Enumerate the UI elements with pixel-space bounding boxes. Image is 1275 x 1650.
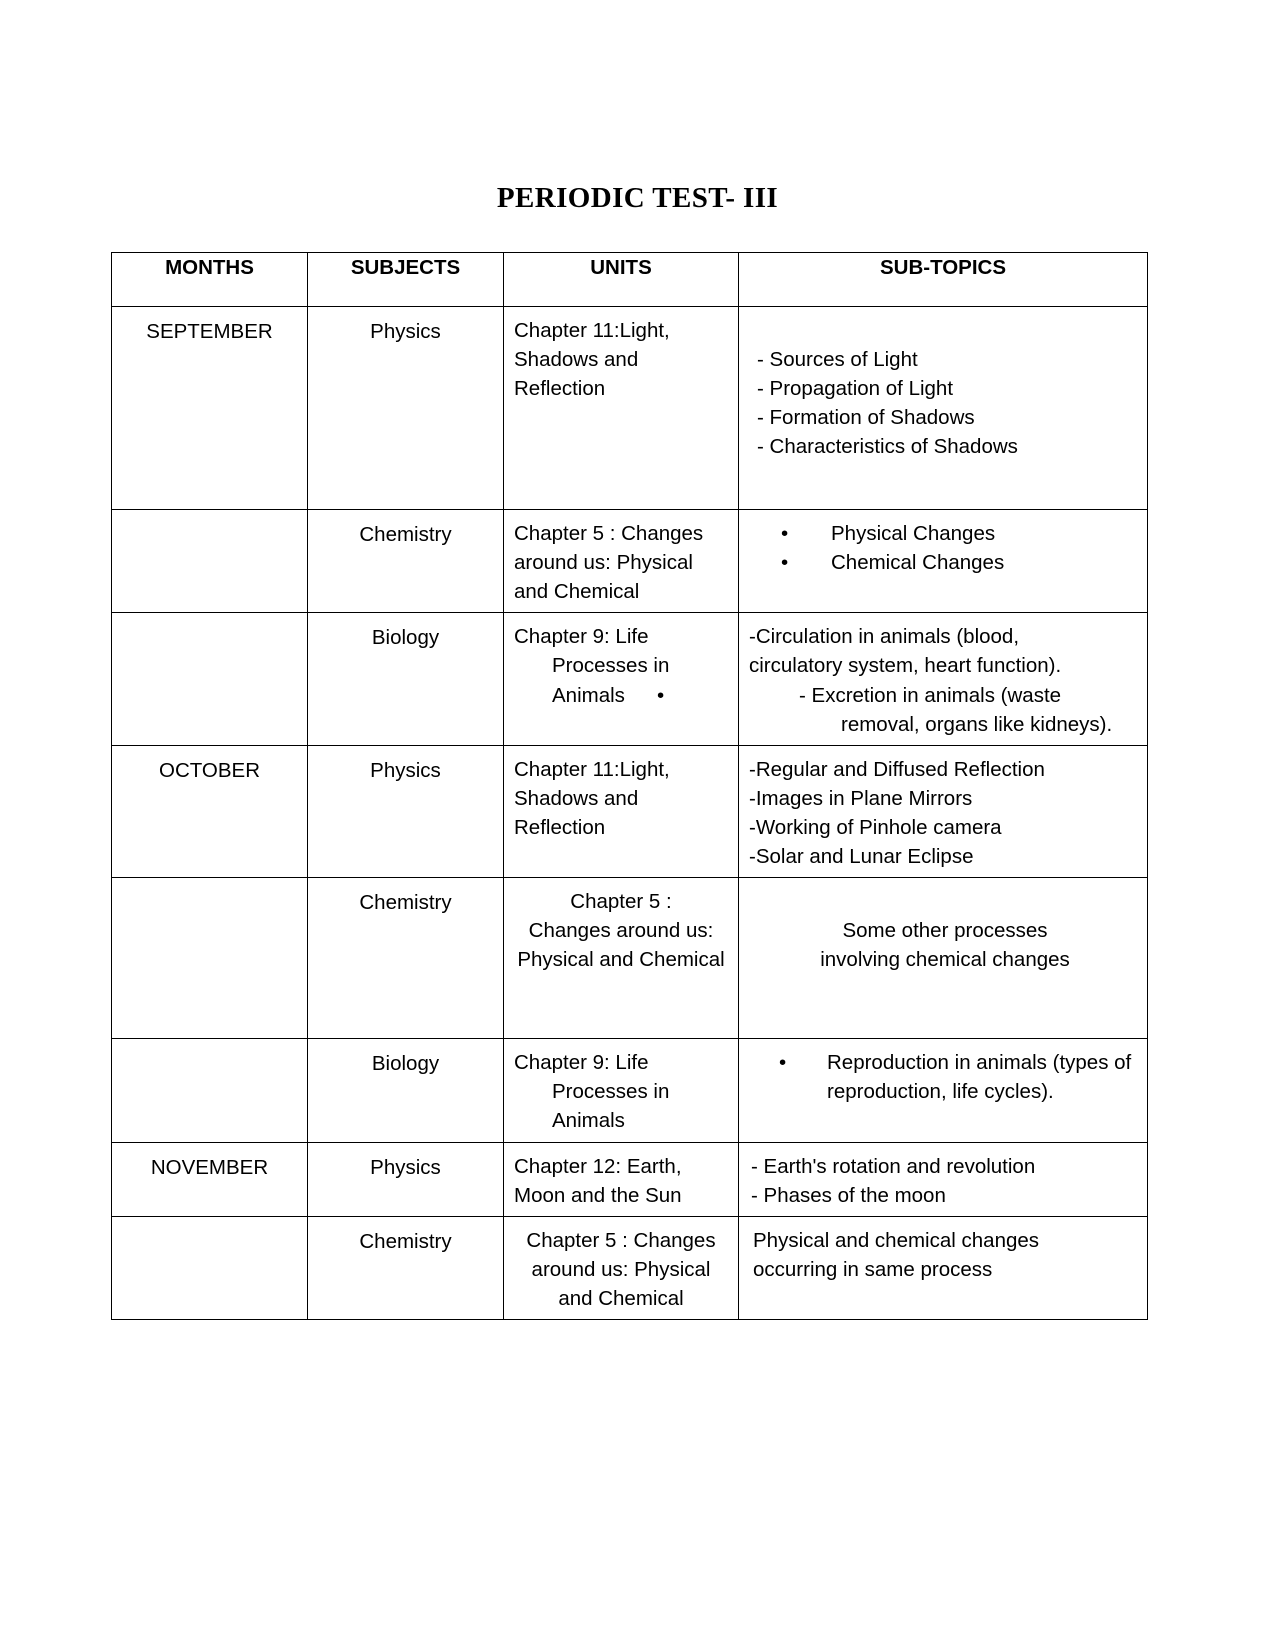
unit-line: Chapter 11:Light,	[514, 319, 670, 342]
subtopic-line: involving chemical changes	[820, 948, 1070, 972]
bullet-list	[739, 1048, 1143, 1106]
cell-subject	[308, 1216, 504, 1319]
cell-unit	[504, 613, 739, 745]
subtopic-list	[739, 307, 1147, 467]
subtopic-line: -Images in Plane Mirrors	[749, 786, 973, 810]
subtopic-line: - Formation of Shadows	[757, 406, 975, 430]
table-body	[112, 307, 1148, 1320]
month-label	[112, 510, 307, 520]
cell-subtopics	[739, 745, 1148, 877]
unit-line: Chapter 12: Earth,	[514, 1154, 682, 1178]
unit-line: Animals	[552, 1109, 625, 1133]
subtopic-bullet-list	[739, 1039, 1147, 1112]
table-row	[112, 1216, 1148, 1319]
bullet-dot-icon: •	[781, 522, 789, 545]
month-label	[112, 1217, 307, 1227]
month-label	[112, 878, 307, 888]
table-row	[112, 613, 1148, 745]
table-row	[112, 1039, 1148, 1142]
cell-month	[112, 1142, 308, 1216]
list-item-label: - Excretion in animals (waste removal, organs like kidneys).	[799, 683, 1113, 736]
unit-line: Moon and the Sun	[514, 1183, 682, 1207]
unit-line: Reflection	[514, 377, 606, 401]
cell-unit	[504, 510, 739, 613]
page-title: PERIODIC TEST- III	[496, 182, 779, 214]
unit-line: Chapter 5 :	[570, 890, 672, 914]
cell-subject	[308, 1039, 504, 1142]
bullet-dot-icon: •	[781, 551, 789, 575]
subject-label: Biology	[371, 626, 440, 650]
unit-line: Animals	[552, 683, 625, 707]
table-header-row	[112, 253, 1148, 307]
cell-subject	[308, 878, 504, 1039]
subtopic-line: - Phases of the moon	[751, 1183, 946, 1207]
list-item	[739, 1048, 1143, 1106]
subtopic-line: -Regular and Diffused Reflection	[749, 757, 1045, 781]
month-label	[112, 613, 307, 623]
subtopic-line: - Earth's rotation and revolution	[751, 1154, 1036, 1178]
cell-subject	[308, 1142, 504, 1216]
cell-unit	[504, 1039, 739, 1142]
unit-line: Changes around us:	[528, 919, 714, 943]
bullet-dot-icon: •	[657, 683, 665, 707]
subtopic-line: occurring in same process	[753, 1257, 993, 1281]
subtopic-line: Physical and chemical changes	[753, 1228, 1040, 1252]
table-row	[112, 745, 1148, 877]
unit-text	[504, 746, 738, 848]
month-label: NOVEMBER	[150, 1155, 269, 1179]
unit-line: Processes in	[552, 654, 670, 678]
unit-line: Chapter 5 : Changes	[526, 1228, 716, 1252]
table-header	[112, 253, 1148, 307]
periodic-test-schedule-table	[111, 252, 1148, 1320]
cell-unit	[504, 307, 739, 510]
unit-text	[504, 1217, 738, 1319]
month-label: OCTOBER	[159, 758, 260, 782]
cell-month	[112, 1216, 308, 1319]
subtopic-line: -Circulation in animals (blood,	[749, 625, 1020, 649]
unit-line: Processes in	[552, 1080, 670, 1104]
list-item-label: Chemical Changes	[831, 551, 1005, 575]
month-label: SEPTEMBER	[146, 320, 273, 343]
cell-subject	[308, 613, 504, 745]
subtopic-line: -Solar and Lunar Eclipse	[749, 845, 974, 869]
cell-subtopics	[739, 307, 1148, 510]
cell-month	[112, 307, 308, 510]
unit-line: and Chemical	[514, 580, 640, 604]
table-row	[112, 510, 1148, 613]
column-header-subtopics: SUB-TOPICS	[739, 253, 1148, 307]
cell-month	[112, 1039, 308, 1142]
table-row	[112, 307, 1148, 510]
unit-text	[504, 1143, 738, 1216]
subtopic-line: -Working of Pinhole camera	[749, 815, 1002, 839]
bullet-dot-icon: •	[779, 1051, 787, 1075]
subtopic-list	[739, 1143, 1147, 1216]
unit-line: around us: Physical	[531, 1257, 711, 1281]
table-row	[112, 878, 1148, 1039]
subject-label: Chemistry	[359, 523, 452, 546]
subtopic-line: Some other processes	[842, 919, 1048, 943]
subtopic-list	[739, 746, 1147, 877]
subtopic-line: circulatory system, heart function).	[749, 654, 1062, 678]
cell-subtopics	[739, 510, 1148, 613]
unit-line: Physical and Chemical	[517, 948, 725, 972]
column-header-months: MONTHS	[112, 253, 308, 307]
cell-month	[112, 745, 308, 877]
cell-subtopics	[739, 1039, 1148, 1142]
subtopic-line: - Characteristics of Shadows	[757, 435, 1018, 459]
cell-month	[112, 878, 308, 1039]
unit-line: Shadows and	[514, 786, 639, 810]
subtopic-line: - Propagation of Light	[757, 377, 954, 401]
subject-label: Physics	[370, 1155, 441, 1179]
list-item	[739, 519, 1143, 548]
cell-unit	[504, 878, 739, 1039]
unit-line: Chapter 11:Light,	[514, 757, 670, 781]
column-header-units: UNITS	[504, 253, 739, 307]
subject-label: Chemistry	[359, 1229, 452, 1253]
subtopic-list	[739, 878, 1147, 980]
column-header-subjects: SUBJECTS	[308, 253, 504, 307]
cell-month	[112, 510, 308, 613]
unit-text	[504, 307, 738, 409]
subject-label: Physics	[370, 758, 441, 782]
unit-text	[504, 613, 738, 715]
list-item	[739, 548, 1143, 577]
subject-label: Chemistry	[359, 891, 452, 915]
cell-subject	[308, 745, 504, 877]
unit-line: Chapter 9: Life	[514, 625, 649, 649]
list-item-label: Physical Changes	[831, 522, 996, 545]
subject-label: Physics	[370, 320, 441, 343]
table-row	[112, 1142, 1148, 1216]
cell-subtopics	[739, 878, 1148, 1039]
cell-subtopics	[657, 613, 1148, 745]
unit-line: around us: Physical	[514, 551, 693, 575]
cell-month	[112, 613, 308, 745]
subject-label: Biology	[371, 1052, 440, 1076]
unit-line: Reflection	[514, 815, 606, 839]
unit-line: Chapter 9: Life	[514, 1051, 649, 1075]
unit-text	[504, 1039, 738, 1141]
cell-unit	[504, 745, 739, 877]
unit-line: and Chemical	[558, 1286, 684, 1310]
cell-subject	[308, 510, 504, 613]
cell-subtopics	[739, 1216, 1148, 1319]
cell-subtopics	[739, 1142, 1148, 1216]
month-label	[112, 1039, 307, 1049]
cell-unit	[504, 1142, 739, 1216]
subtopic-line: - Sources of Light	[757, 348, 918, 371]
subtopic-bullet-list	[739, 510, 1147, 583]
cell-unit	[504, 1216, 739, 1319]
subtopic-list	[739, 1217, 1147, 1290]
list-item	[657, 681, 1143, 739]
bullet-list	[739, 519, 1143, 577]
unit-line: Shadows and	[514, 348, 639, 372]
unit-line: Chapter 5 : Changes	[514, 522, 704, 545]
unit-text	[504, 510, 738, 612]
cell-subject	[308, 307, 504, 510]
list-item-label: Reproduction in animals (types of reproduction, life cycles).	[827, 1051, 1132, 1104]
subtopic-list	[657, 613, 1147, 744]
unit-text	[504, 878, 738, 980]
